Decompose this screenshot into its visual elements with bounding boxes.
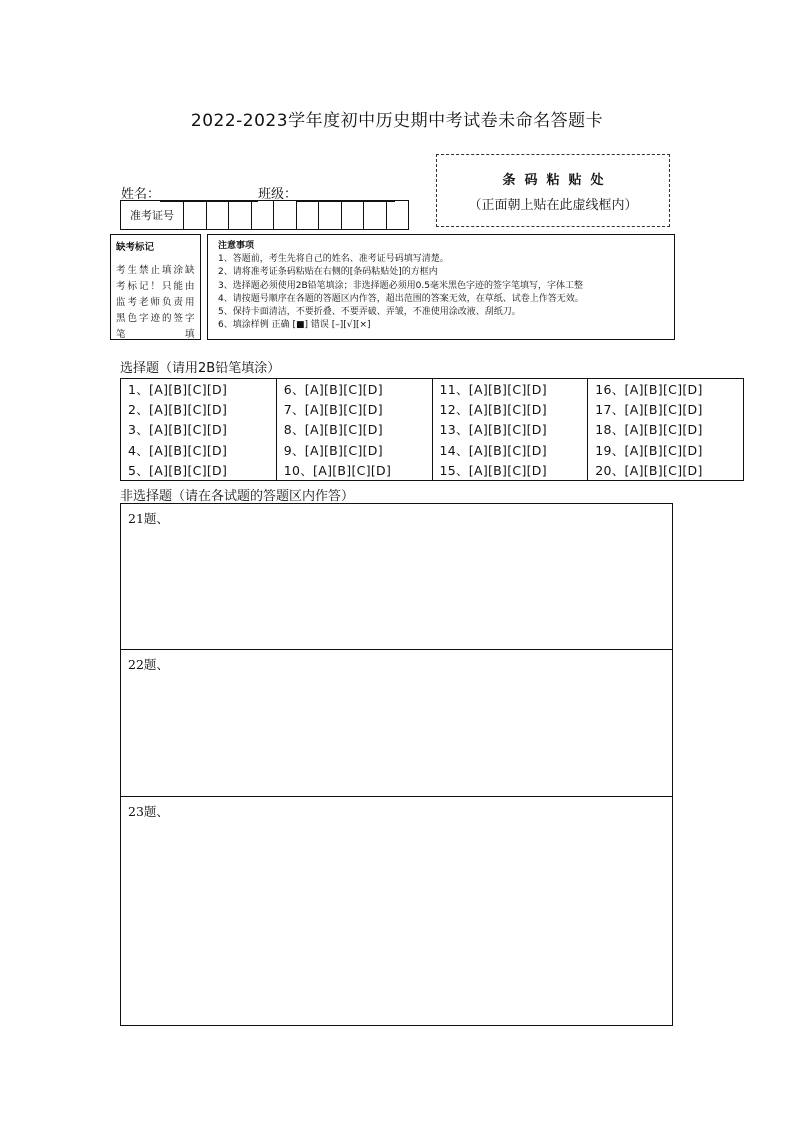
mc-column — [588, 379, 743, 480]
mc-question[interactable]: 13、[A][B][C][D] — [439, 422, 547, 438]
multiple-choice-table — [120, 378, 744, 481]
mc-question[interactable]: 6、[A][B][C][D] — [283, 382, 383, 398]
answer-box-21[interactable] — [120, 503, 673, 650]
mc-column — [433, 379, 589, 480]
exam-id-label: 准考证号 — [121, 201, 184, 229]
mc-question[interactable]: 16、[A][B][C][D] — [595, 382, 703, 398]
mc-column — [121, 379, 277, 480]
exam-id-cell[interactable] — [387, 201, 409, 229]
mc-question[interactable]: 14、[A][B][C][D] — [439, 442, 547, 458]
barcode-title: 条码粘贴处 — [502, 172, 613, 188]
exam-id-cell[interactable] — [184, 201, 207, 229]
name-label: 姓名： — [121, 187, 161, 202]
exam-id-cell[interactable] — [364, 201, 387, 229]
notice-box — [207, 234, 675, 340]
non-multiple-choice-title: 非选择题（请在各试题的答题区内作答） — [120, 489, 355, 504]
exam-id-cell[interactable] — [252, 201, 275, 229]
mc-question[interactable]: 12、[A][B][C][D] — [439, 402, 547, 418]
answer-box-23[interactable] — [120, 796, 673, 1026]
mc-question[interactable]: 5、[A][B][C][D] — [128, 462, 228, 478]
mc-question[interactable]: 7、[A][B][C][D] — [283, 402, 383, 418]
exam-id-cell[interactable] — [342, 201, 365, 229]
mc-question[interactable]: 10、[A][B][C][D] — [283, 462, 392, 478]
mc-question[interactable]: 4、[A][B][C][D] — [128, 442, 228, 458]
notice-title: 注意事项 — [218, 241, 255, 251]
mc-question[interactable]: 9、[A][B][C][D] — [283, 442, 383, 458]
mc-question[interactable]: 8、[A][B][C][D] — [283, 422, 383, 438]
barcode-area — [436, 154, 670, 227]
exam-id-cell[interactable] — [274, 201, 297, 229]
exam-id-cell[interactable] — [207, 201, 230, 229]
mc-question[interactable]: 17、[A][B][C][D] — [595, 402, 703, 418]
notice-line: 5、保持卡面清洁，不要折叠、不要弄破、弄皱，不准使用涂改液、刮纸刀。 — [218, 307, 521, 318]
mc-question[interactable]: 1、[A][B][C][D] — [128, 382, 228, 398]
mc-column — [277, 379, 433, 480]
exam-id-grid — [120, 200, 409, 230]
mc-question[interactable]: 20、[A][B][C][D] — [595, 462, 703, 478]
notice-line: 6、填涂样例 正确 [■] 错误 [–][√][×] — [218, 320, 371, 331]
absent-mark-text: 考生禁止填涂缺考标记！只能由监考老师负责用黑色字迹的签字笔填 — [116, 265, 195, 340]
multiple-choice-title: 选择题（请用2B铅笔填涂） — [120, 361, 281, 376]
exam-id-cell[interactable] — [229, 201, 252, 229]
notice-line: 3、选择题必须使用2B铅笔填涂；非选择题必须用0.5毫米黑色字迹的签字笔填写，字体工整 — [218, 280, 583, 291]
absent-mark-title: 缺考标记 — [116, 242, 155, 253]
mc-question[interactable]: 2、[A][B][C][D] — [128, 402, 228, 418]
notice-line: 4、请按题号顺序在各题的答题区内作答，超出范围的答案无效，在草纸、试卷上作答无效。 — [218, 293, 584, 304]
class-label: 班级： — [258, 187, 298, 202]
answer-box-22[interactable] — [120, 649, 673, 797]
mc-question[interactable]: 3、[A][B][C][D] — [128, 422, 228, 438]
exam-id-cell[interactable] — [297, 201, 320, 229]
notice-line: 2、请将准考证条码粘贴在右侧的[条码粘贴处]的方框内 — [218, 267, 438, 278]
mc-question[interactable]: 15、[A][B][C][D] — [439, 462, 547, 478]
exam-id-cell[interactable] — [319, 201, 342, 229]
mc-question[interactable]: 19、[A][B][C][D] — [595, 442, 703, 458]
page-title: 2022-2023学年度初中历史期中考试卷未命名答题卡 — [190, 111, 604, 131]
question-label: 23题、 — [128, 804, 169, 819]
barcode-note: （正面朝上贴在此虚线框内） — [468, 197, 638, 213]
absent-mark-box — [110, 234, 201, 340]
mc-question[interactable]: 11、[A][B][C][D] — [439, 382, 547, 398]
notice-line: 1、答题前，考生先将自己的姓名、准考证号码填写清楚。 — [218, 254, 449, 265]
question-label: 21题、 — [128, 511, 169, 526]
question-label: 22题、 — [128, 657, 169, 672]
mc-question[interactable]: 18、[A][B][C][D] — [595, 422, 703, 438]
